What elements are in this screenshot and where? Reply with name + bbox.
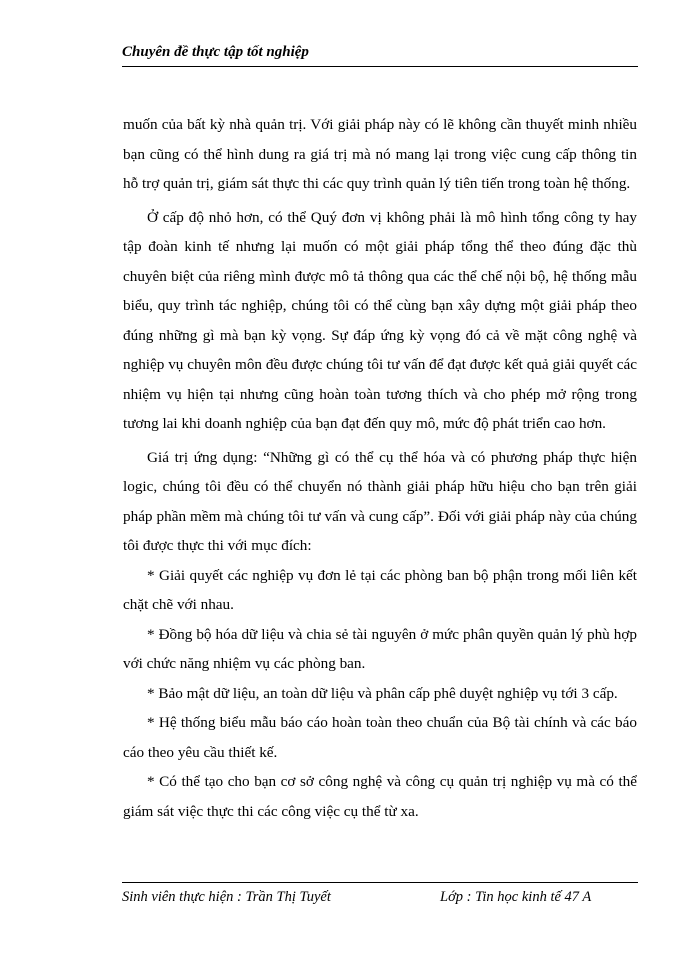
header-title: Chuyên đề thực tập tốt nghiệp xyxy=(122,44,309,60)
paragraph: Giá trị ứng dụng: “Những gì có thể cụ thể hóa và có phương pháp thực hiện logic, chúng tôi đều có thể chuyển nó thành giải pháp hữu hiệu cho bạn trên giải pháp phần mềm mà chúng tôi tư vấn và cung cấp”. Đối với giải pháp này của chúng tôi được thực thi với mục đích: xyxy=(123,448,637,554)
document-body xyxy=(123,110,637,826)
bullet-item: * Bảo mật dữ liệu, an toàn dữ liệu và phân cấp phê duyệt nghiệp vụ tới 3 cấp. xyxy=(147,684,618,702)
paragraph: muốn của bất kỳ nhà quản trị. Với giải pháp này có lẽ không cần thuyết minh nhiều bạn cũng có thể hình dung ra giá trị mà nó mang lại trong việc cung cấp thông tin hỗ trợ quản trị, giám sát thực thi các quy trình quản lý tiên tiến trong toàn hệ thống. xyxy=(123,116,637,192)
footer-student: Sinh viên thực hiện : Trần Thị Tuyết xyxy=(122,889,331,905)
page-header xyxy=(122,38,638,67)
bullet-item: * Hệ thống biểu mẫu báo cáo hoàn toàn theo chuẩn của Bộ tài chính và các báo cáo theo yêu cầu thiết kế. xyxy=(123,714,637,761)
bullet-item: * Đồng bộ hóa dữ liệu và chia sẻ tài nguyên ở mức phân quyền quản lý phù hợp với chức năng nhiệm vụ các phòng ban. xyxy=(123,625,637,672)
paragraph: Ở cấp độ nhỏ hơn, có thể Quý đơn vị không phải là mô hình tổng công ty hay tập đoàn kinh tế nhưng lại muốn có một giải pháp tổng thể theo đúng đặc thù chuyên biệt của riêng mình được mô tả thông qua các thể chế nội bộ, hệ thống mẫu biểu, quy trình tác nghiệp, chúng tôi có thể cùng bạn xây dựng một giải pháp theo đúng những gì mà bạn kỳ vọng. Sự đáp ứng kỳ vọng đó cả về mặt công nghệ và nghiệp vụ chuyên môn đều được chúng tôi tư vấn để đạt được kết quả giải quyết các nhiệm vụ hiện tại nhưng cũng hoàn toàn tương thích và cho phép mở rộng trong tương lai khi doanh nghiệp của bạn đạt đến quy mô, mức độ phát triển cao hơn. xyxy=(123,208,637,432)
bullet-item: * Có thể tạo cho bạn cơ sở công nghệ và công cụ quản trị nghiệp vụ mà có thể giám sát việc thực thi các công việc cụ thể từ xa. xyxy=(123,773,637,820)
bullet-item: * Giải quyết các nghiệp vụ đơn lẻ tại các phòng ban bộ phận trong mối liên kết chặt chẽ với nhau. xyxy=(123,566,637,613)
footer-class: Lớp : Tin học kinh tế 47 A xyxy=(440,889,592,905)
page-footer xyxy=(122,882,638,913)
